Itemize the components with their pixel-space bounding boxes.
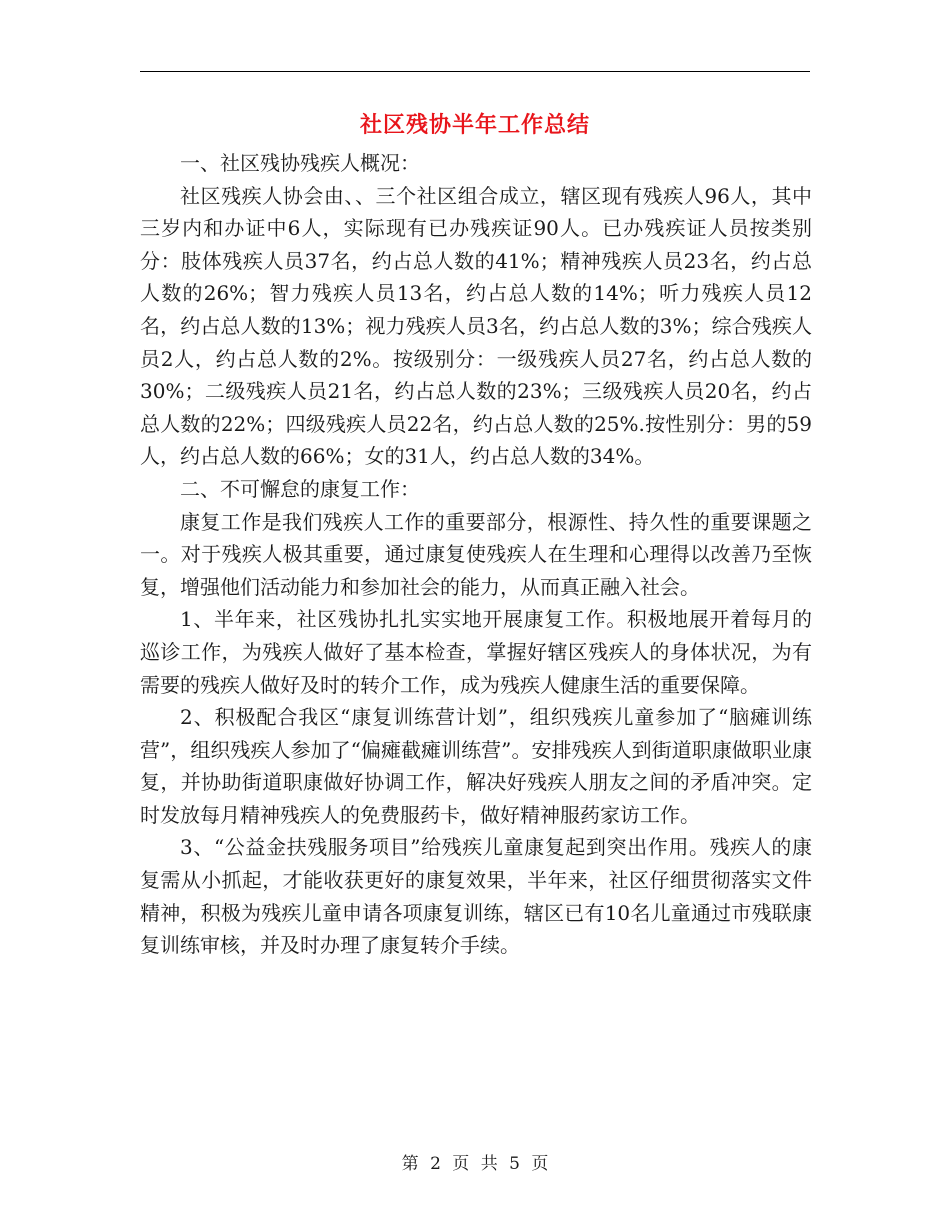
paragraph-overview: 社区残疾人协会由、、三个社区组合成立，辖区现有残疾人96人，其中三岁内和办证中6人，实际现有已办残疾证90人。已办残疾证人员按类别分：肢体残疾人员37名，约占总人数的41%；精神残疾人员23名，约占总人数的26%；智力残疾人员13名，约占总人数的14%；听力残疾人员12名，约占总人数的13%；视力残疾人员3名，约占总人数的3%；综合残疾人员2人，约占总人数的2%。按级别分：一级残疾人员27名，约占总人数的30%；二级残疾人员21名，约占总人数的23%；三级残疾人员20名，约占总人数的22%；四级残疾人员22名，约占总人数的25%.按性别分：男的59人，约占总人数的66%；女的31人，约占总人数的34%。: [140, 183, 812, 469]
section-heading-overview: 一、社区残协残疾人概况：: [180, 151, 420, 175]
header-rule: [140, 71, 810, 72]
document-title: 社区残协半年工作总结: [359, 112, 590, 138]
page-footer: 第 2 页 共 5 页: [401, 1154, 549, 1174]
paragraph-item-1: 1、半年来，社区残协扎扎实实地开展康复工作。积极地展开着每月的巡诊工作，为残疾人做好了基本检查，掌握好辖区残疾人的身体状况，为有需要的残疾人做好及时的转介工作，成为残疾人健康生活的重要保障。: [140, 607, 812, 697]
paragraph-item-3: 3、“公益金扶残服务项目”给残疾儿童康复起到突出作用。残疾人的康复需从小抓起，才能收获更好的康复效果，半年来，社区仔细贯彻落实文件精神，积极为残疾儿童申请各项康复训练，辖区已有10名儿童通过市残联康复训练审核，并及时办理了康复转介手续。: [140, 835, 812, 958]
paragraph-rehabilitation-intro: 康复工作是我们残疾人工作的重要部分，根源性、持久性的重要课题之一。对于残疾人极其重要，通过康复使残疾人在生理和心理得以改善乃至恢复，增强他们活动能力和参加社会的能力，从而真正融入社会。: [140, 509, 812, 599]
paragraph-item-2: 2、积极配合我区“康复训练营计划”，组织残疾儿童参加了“脑瘫训练营”，组织残疾人参加了“偏瘫截瘫训练营”。安排残疾人到街道职康做职业康复，并协助街道职康做好协调工作，解决好残疾人朋友之间的矛盾冲突。定时发放每月精神残疾人的免费服药卡，做好精神服药家访工作。: [140, 705, 812, 827]
document-body: [140, 147, 812, 962]
section-heading-rehabilitation: 二、不可懈怠的康复工作：: [180, 476, 420, 501]
